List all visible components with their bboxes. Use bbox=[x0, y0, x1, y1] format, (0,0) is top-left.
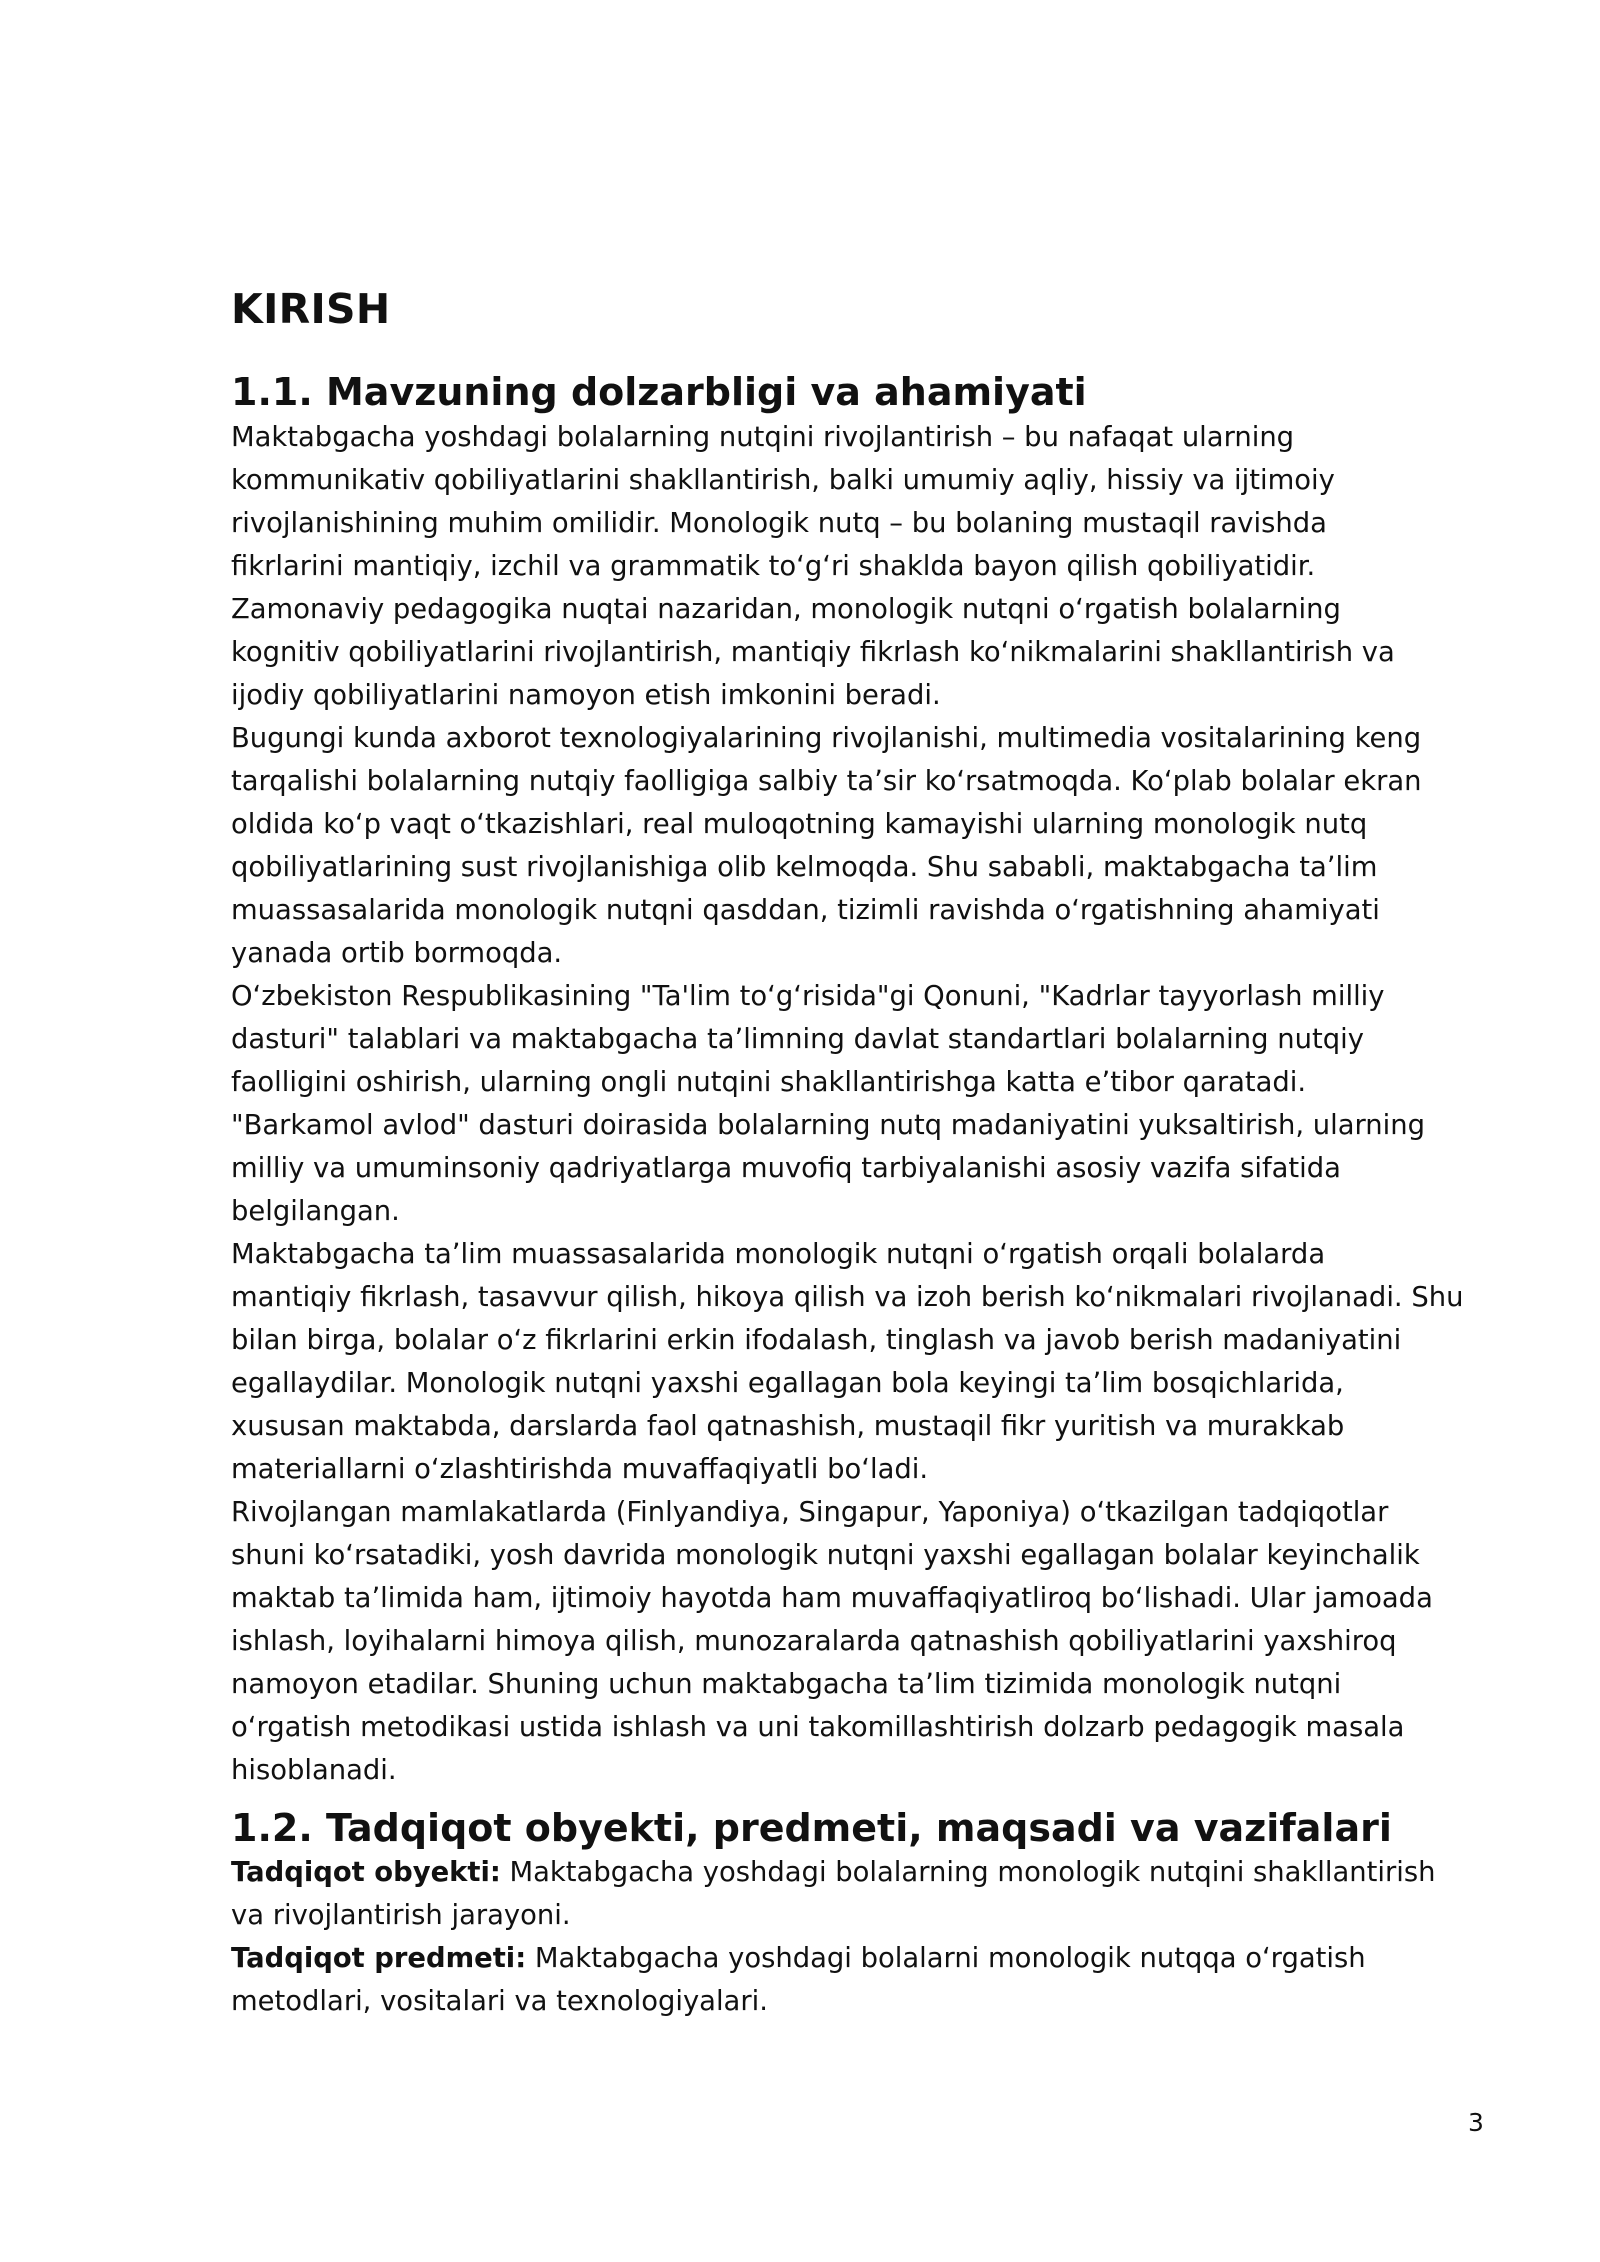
chapter-heading: KIRISH bbox=[231, 285, 391, 333]
text-line bbox=[231, 1937, 1511, 1980]
paragraph-1 bbox=[231, 416, 1511, 717]
text-line: qobiliyatlarining sust rivojlanishiga olib kelmoqda. Shu sababli, maktabgacha taʼlim bbox=[231, 851, 1378, 883]
paragraph-3 bbox=[231, 975, 1511, 1233]
text-line: dasturi" talablari va maktabgacha taʼlimning davlat standartlari bolalarning nutqiy bbox=[231, 1023, 1364, 1055]
page-content bbox=[231, 285, 1511, 2023]
paragraph-4 bbox=[231, 1233, 1511, 1491]
research-object-text: Maktabgacha yoshdagi bolalarning monologik nutqini shakllantirish bbox=[500, 1857, 1436, 1889]
research-subject-text: Maktabgacha yoshdagi bolalarni monologik nutqqa oʻrgatish bbox=[526, 1943, 1366, 1975]
text-line: belgilangan. bbox=[231, 1195, 400, 1227]
text-line: Oʻzbekiston Respublikasining "Ta'lim toʻgʻrisida"gi Qonuni, "Kadrlar tayyorlash milliy bbox=[231, 980, 1385, 1012]
text-line: metodlari, vositalari va texnologiyalari. bbox=[231, 1986, 768, 2018]
text-line: mantiqiy fikrlash, tasavvur qilish, hikoya qilish va izoh berish koʻnikmalari rivojlanadi. Shu bbox=[231, 1281, 1464, 1313]
text-line: Rivojlangan mamlakatlarda (Finlyandiya, Singapur, Yaponiya) oʻtkazilgan tadqiqotlar bbox=[231, 1496, 1389, 1528]
text-line: maktab taʼlimida ham, ijtimoiy hayotda ham muvaffaqiyatliroq boʻlishadi. Ular jamoada bbox=[231, 1582, 1433, 1614]
research-object-label: Tadqiqot obyekti: bbox=[231, 1857, 501, 1889]
research-subject-label: Tadqiqot predmeti: bbox=[231, 1943, 527, 1975]
text-line: Maktabgacha taʼlim muassasalarida monologik nutqni oʻrgatish orqali bolalarda bbox=[231, 1238, 1326, 1270]
text-line: kommunikativ qobiliyatlarini shakllantirish, balki umumiy aqliy, hissiy va ijtimoiy bbox=[231, 464, 1335, 496]
text-line: milliy va umuminsoniy qadriyatlarga muvofiq tarbiyalanishi asosiy vazifa sifatida bbox=[231, 1152, 1341, 1184]
section-1-body bbox=[231, 416, 1511, 1792]
text-line: Zamonaviy pedagogika nuqtai nazaridan, monologik nutqni oʻrgatish bolalarning bbox=[231, 593, 1341, 625]
text-line: bilan birga, bolalar oʻz fikrlarini erkin ifodalash, tinglash va javob berish madaniyatini bbox=[231, 1324, 1402, 1356]
text-line: Bugungi kunda axborot texnologiyalarining rivojlanishi, multimedia vositalarining keng bbox=[231, 722, 1422, 754]
text-line: muassasalarida monologik nutqni qasddan, tizimli ravishda oʻrgatishning ahamiyati bbox=[231, 894, 1380, 926]
research-subject bbox=[231, 1937, 1511, 2023]
text-line: tarqalishi bolalarning nutqiy faolligiga salbiy taʼsir koʻrsatmoqda. Koʻplab bolalar ekran bbox=[231, 765, 1422, 797]
text-line: Maktabgacha yoshdagi bolalarning nutqini rivojlantirish – bu nafaqat ularning bbox=[231, 421, 1295, 453]
paragraph-2 bbox=[231, 717, 1511, 975]
text-line bbox=[231, 1851, 1511, 1894]
section-1-title: 1.1. Mavzuning dolzarbligi va ahamiyati bbox=[231, 370, 1087, 415]
text-line: oldida koʻp vaqt oʻtkazishlari, real muloqotning kamayishi ularning monologik nutq bbox=[231, 808, 1368, 840]
text-line: materiallarni oʻzlashtirishda muvaffaqiyatli boʻladi. bbox=[231, 1453, 929, 1485]
text-line: ijodiy qobiliyatlarini namoyon etish imkonini beradi. bbox=[231, 679, 941, 711]
text-line: faolligini oshirish, ularning ongli nutqini shakllantirishga katta eʼtibor qaratadi. bbox=[231, 1066, 1307, 1098]
text-line: namoyon etadilar. Shuning uchun maktabgacha taʼlim tizimida monologik nutqni bbox=[231, 1668, 1342, 1700]
text-line: fikrlarini mantiqiy, izchil va grammatik toʻgʻri shaklda bayon qilish qobiliyatidir. bbox=[231, 550, 1316, 582]
text-line: egallaydilar. Monologik nutqni yaxshi egallagan bola keyingi taʼlim bosqichlarida, bbox=[231, 1367, 1344, 1399]
text-line: "Barkamol avlod" dasturi doirasida bolalarning nutq madaniyatini yuksaltirish, ularning bbox=[231, 1109, 1426, 1141]
text-line: hisoblanadi. bbox=[231, 1754, 397, 1786]
section-2-title: 1.2. Tadqiqot obyekti, predmeti, maqsadi va vazifalari bbox=[231, 1805, 1392, 1850]
section-2-body bbox=[231, 1851, 1511, 2023]
paragraph-5 bbox=[231, 1491, 1511, 1792]
text-line: ishlash, loyihalarni himoya qilish, munozaralarda qatnashish qobiliyatlarini yaxshiroq bbox=[231, 1625, 1397, 1657]
text-line: kognitiv qobiliyatlarini rivojlantirish, mantiqiy fikrlash koʻnikmalarini shakllantirish va bbox=[231, 636, 1395, 668]
text-line: rivojlanishining muhim omilidir. Monologik nutq – bu bolaning mustaqil ravishda bbox=[231, 507, 1327, 539]
text-line: oʻrgatish metodikasi ustida ishlash va uni takomillashtirish dolzarb pedagogik masala bbox=[231, 1711, 1405, 1743]
text-line: xususan maktabda, darslarda faol qatnashish, mustaqil fikr yuritish va murakkab bbox=[231, 1410, 1345, 1442]
text-line: yanada ortib bormoqda. bbox=[231, 937, 563, 969]
research-object bbox=[231, 1851, 1511, 1937]
page-number: 3 bbox=[1468, 2108, 1484, 2137]
text-line: shuni koʻrsatadiki, yosh davrida monologik nutqni yaxshi egallagan bolalar keyinchalik bbox=[231, 1539, 1420, 1571]
text-line: va rivojlantirish jarayoni. bbox=[231, 1900, 571, 1932]
